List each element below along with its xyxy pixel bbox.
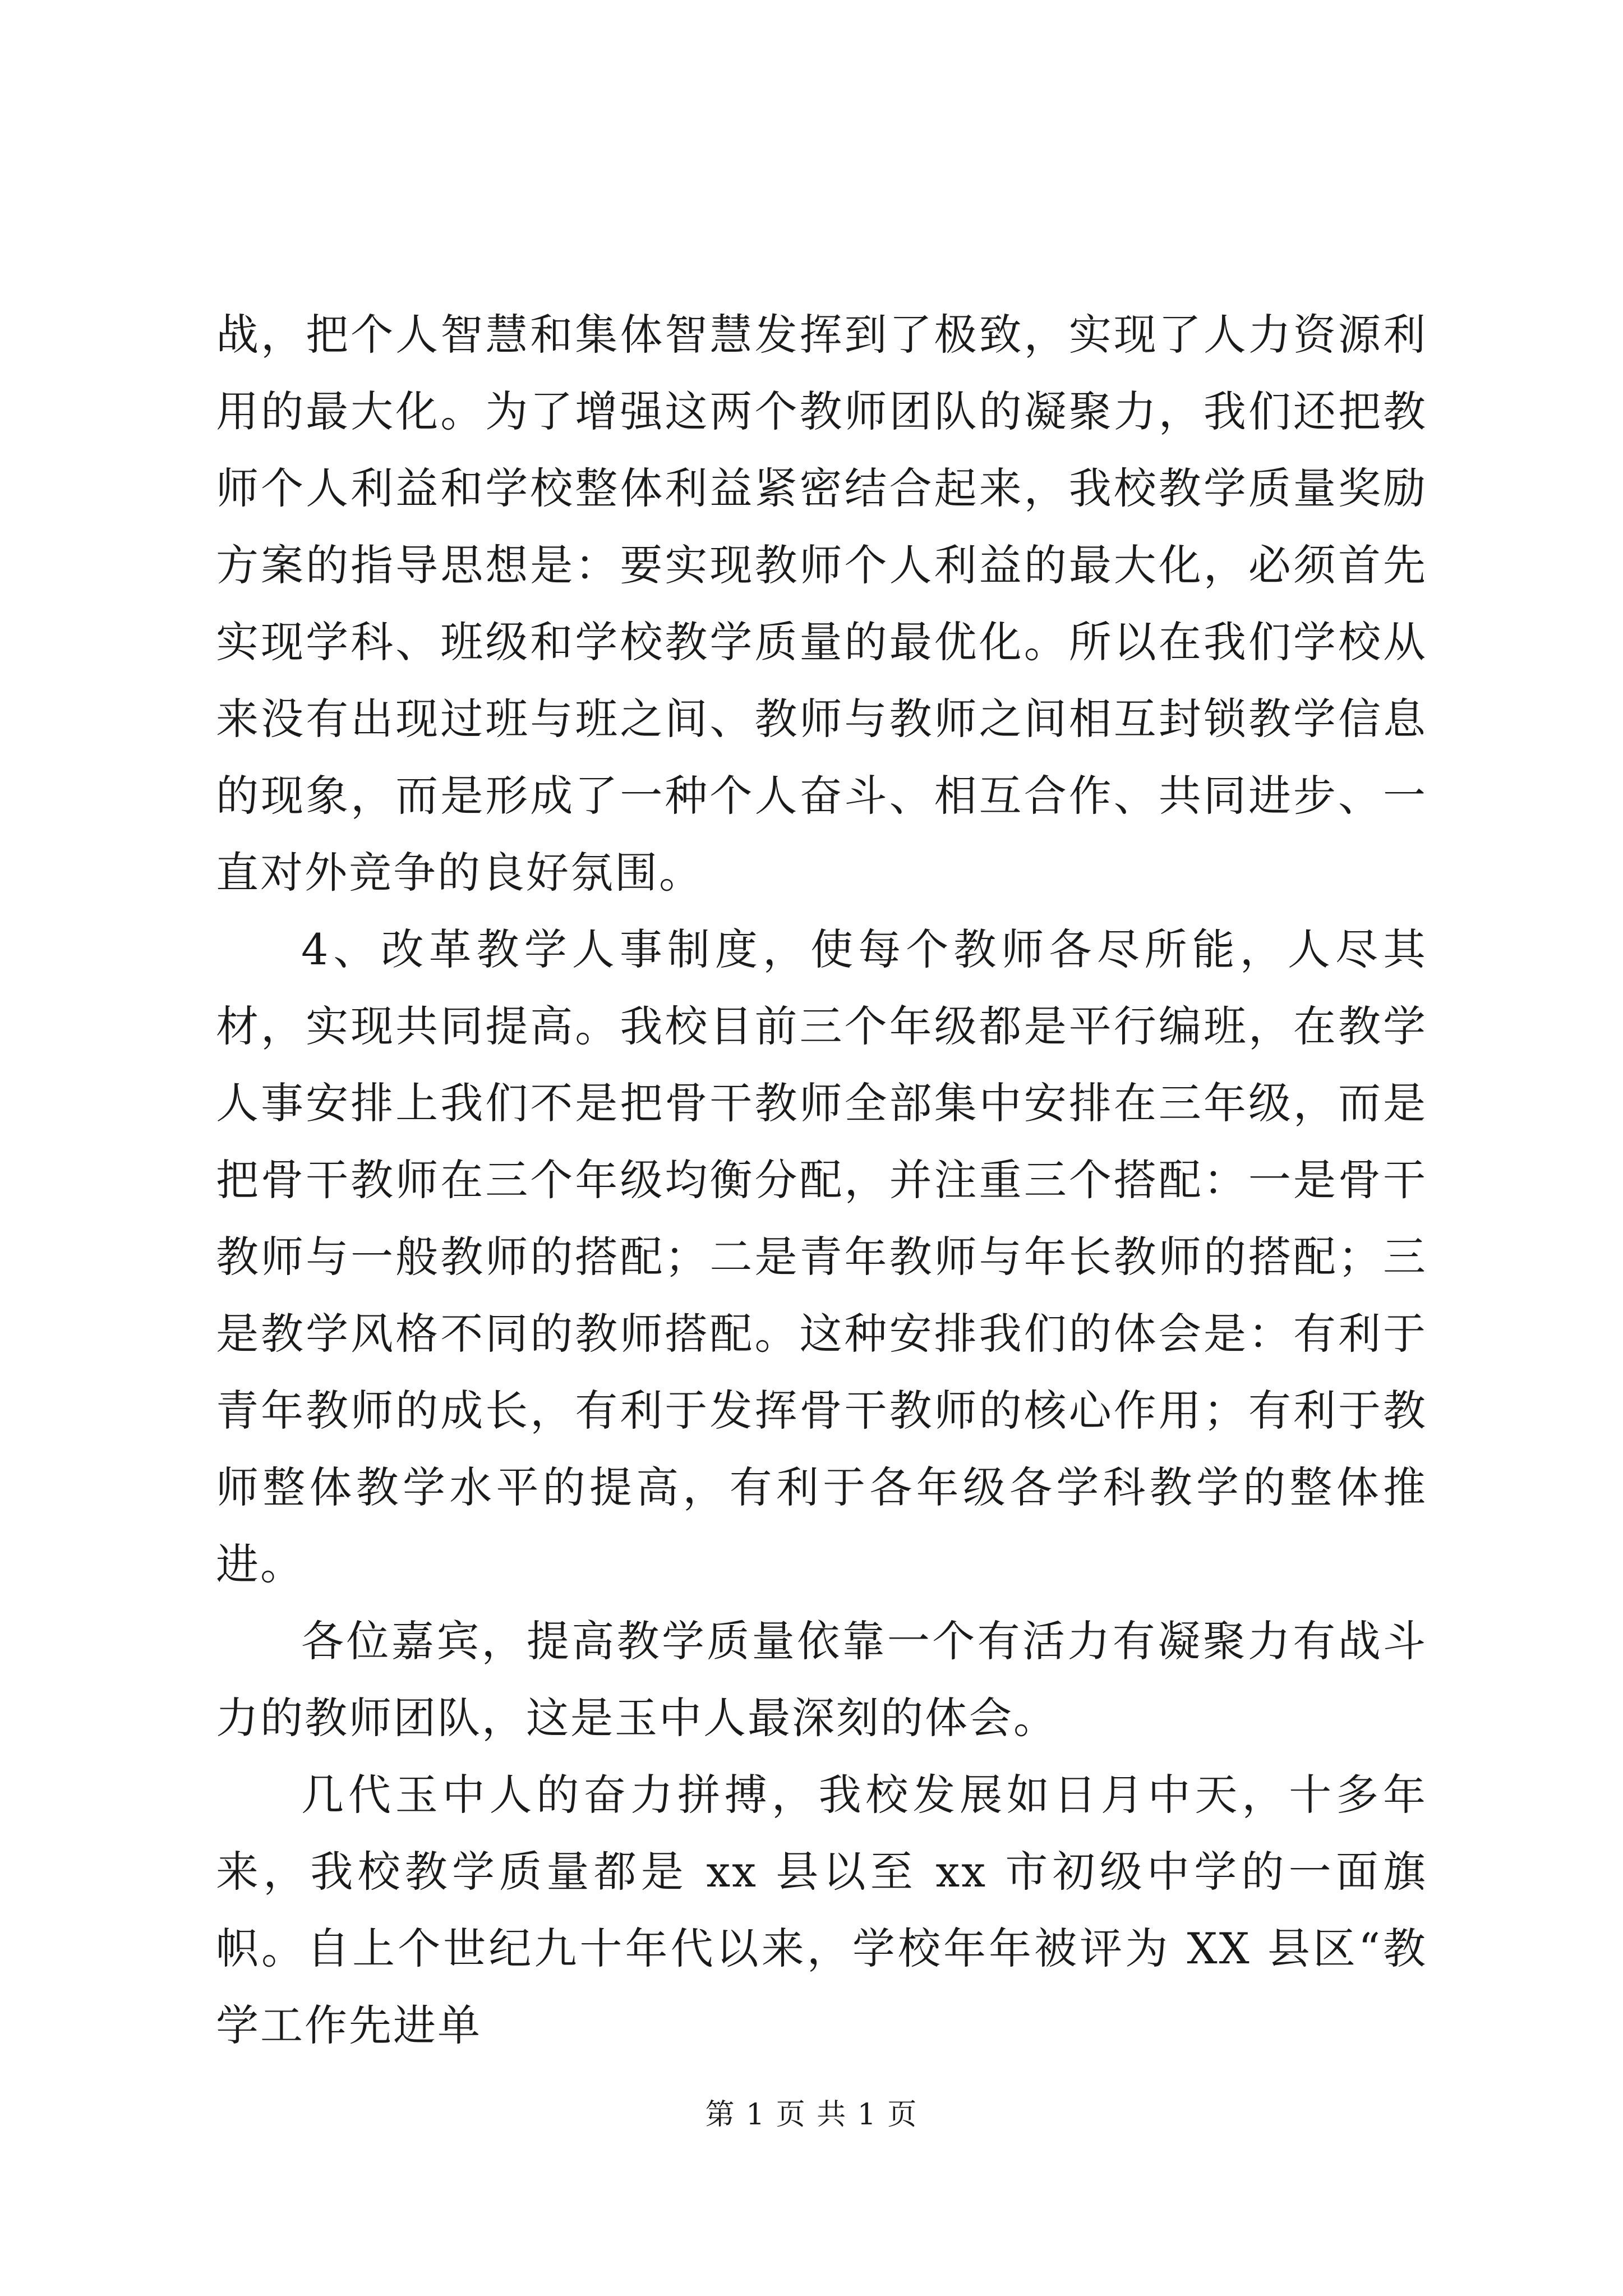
page-number-label: 第 1 页 共 1 页 [705,2098,918,2132]
paragraph-4: 几代玉中人的奋力拼搏，我校发展如日月中天，十多年来，我校教学质量都是 xx 县以至 xx 市初级中学的一面旗帜。自上个世纪九十年代以来，学校年年被评为 XX 县区“教学工作先进单 [216,1770,1427,2050]
paragraph-1: 战，把个人智慧和集体智慧发挥到了极致，实现了人力资源利用的最大化。为了增强这两个教师团队的凝聚力，我们还把教师个人利益和学校整体利益紧密结合起来，我校教学质量奖励方案的指导思想是：要实现教师个人利益的最大化，必须首先实现学科、班级和学校教学质量的最优化。所以在我们学校从来没有出现过班与班之间、教师与教师之间相互封锁教学信息的现象，而是形成了一种个人奋斗、相互合作、共同进步、一直对外竞争的良好氛围。 [216,310,1427,898]
paragraph-3: 各位嘉宾，提高教学质量依靠一个有活力有凝聚力有战斗力的教师团队，这是玉中人最深刻的体会。 [216,1616,1427,1743]
paragraph-2: 4、改革教学人事制度，使每个教师各尽所能，人尽其材，实现共同提高。我校目前三个年级都是平行编班，在教学人事安排上我们不是把骨干教师全部集中安排在三年级，而是把骨干教师在三个年级均衡分配，并注重三个搭配：一是骨干教师与一般教师的搭配；二是青年教师与年长教师的搭配；三是教学风格不同的教师搭配。这种安排我们的体会是：有利于青年教师的成长，有利于发挥骨干教师的核心作用；有利于教师整体教学水平的提高，有利于各年级各学科教学的整体推进。 [216,924,1427,1589]
document-body [216,296,1427,2064]
page-footer [0,2095,1623,2134]
